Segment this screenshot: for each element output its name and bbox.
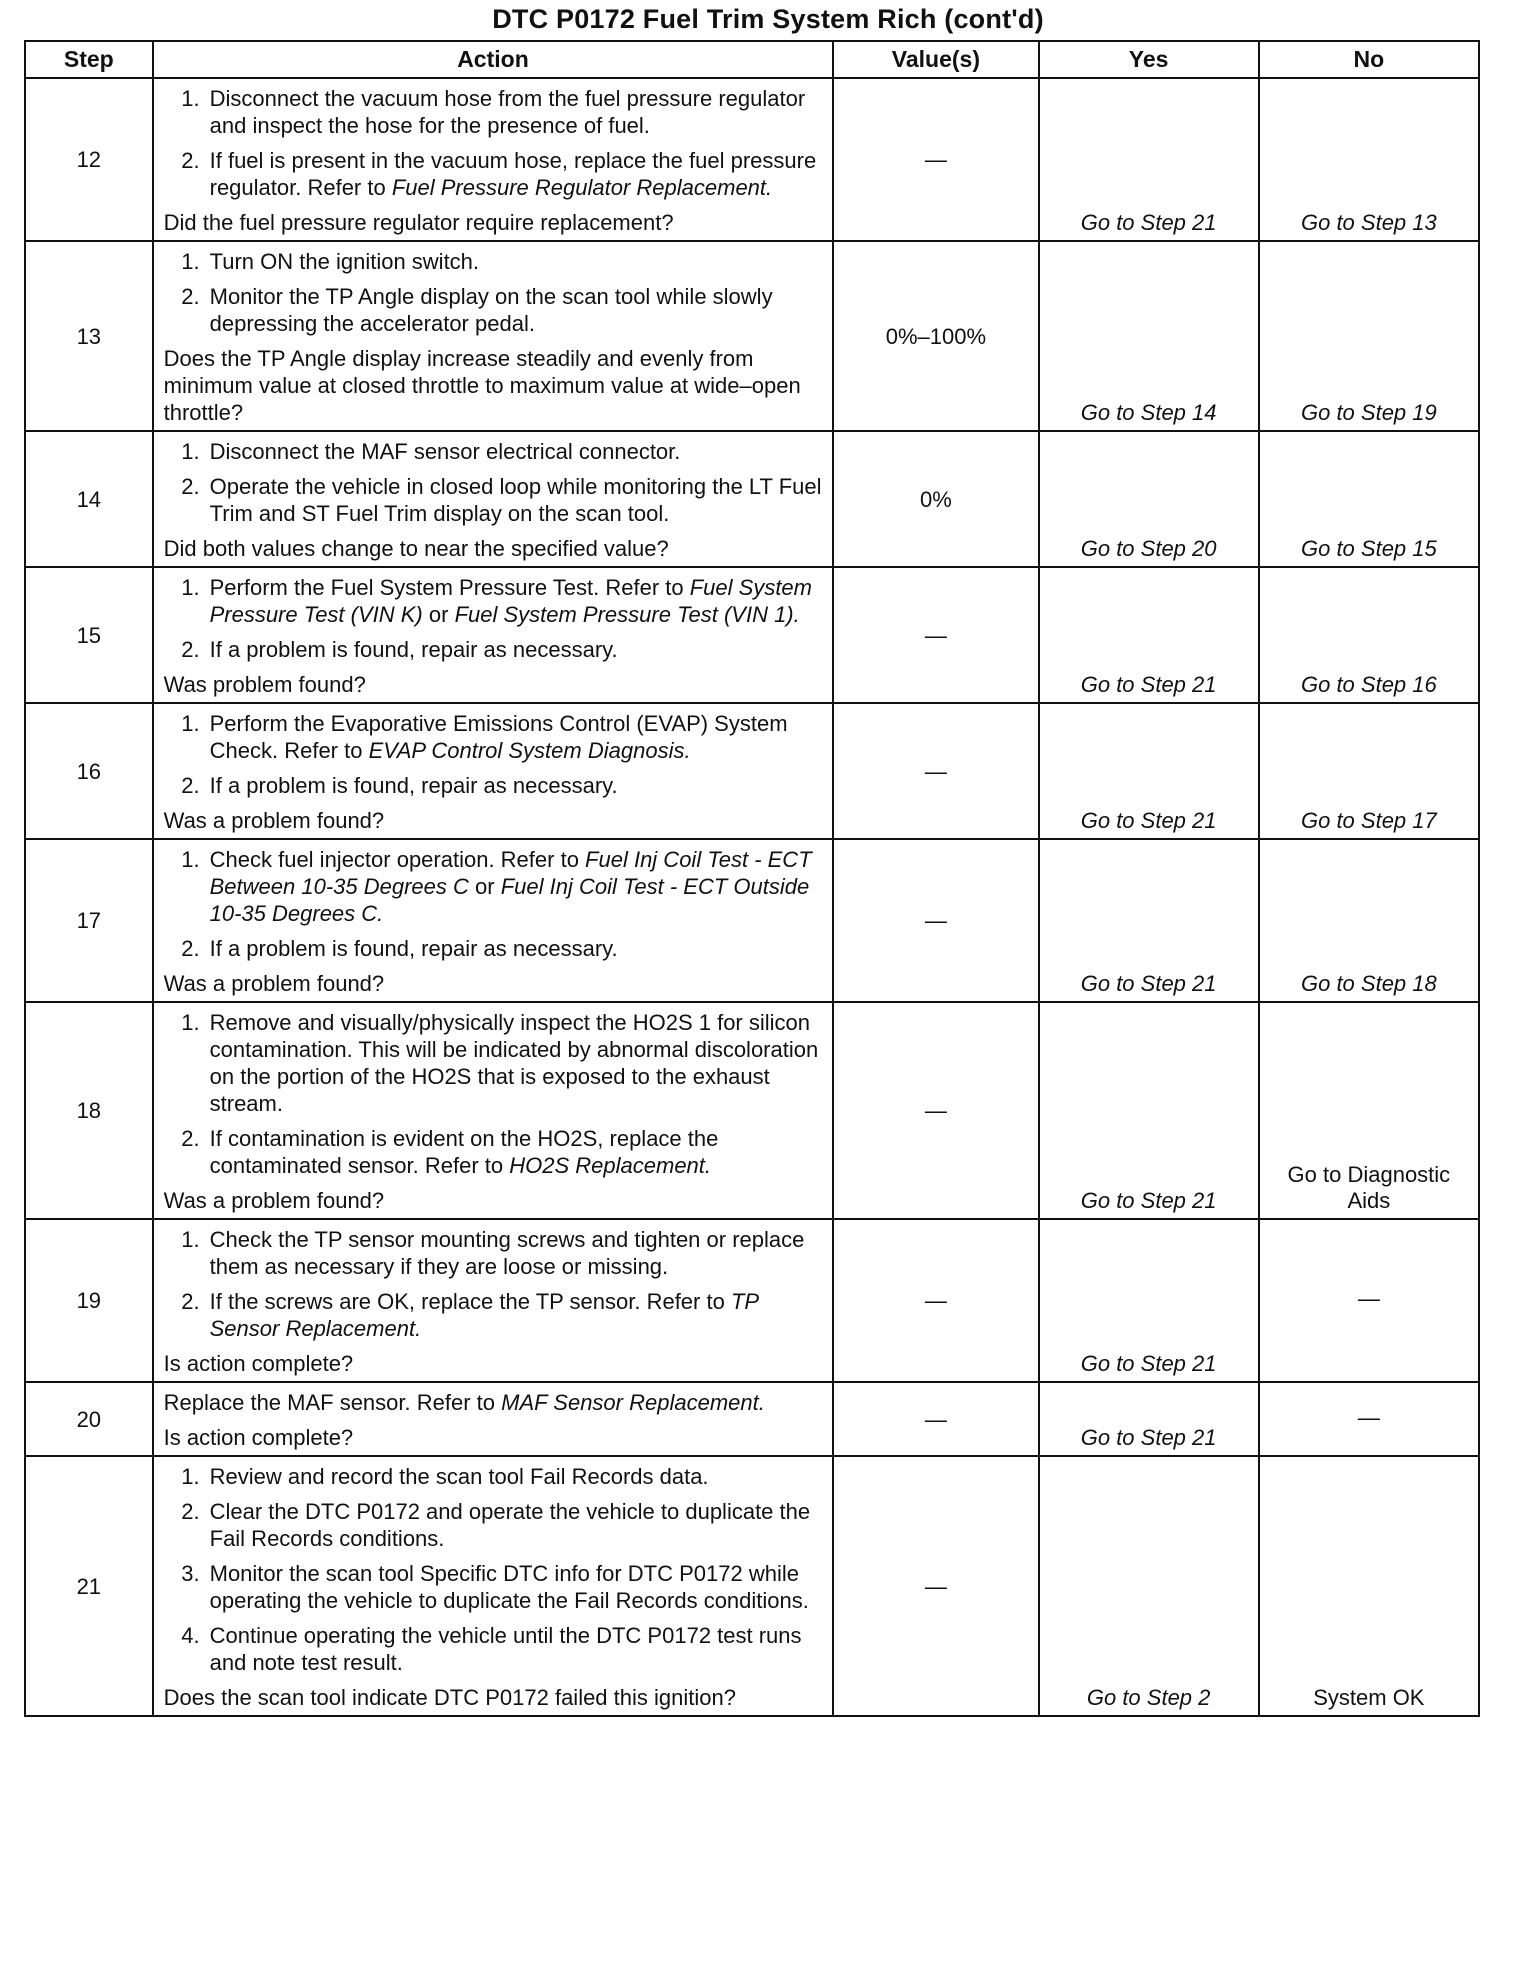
action-cell xyxy=(153,241,834,431)
action-step-item xyxy=(164,283,825,337)
lead-text: Replace the MAF sensor. Refer to xyxy=(163,1390,502,1415)
instruction-text: Disconnect the MAF sensor electrical connector. xyxy=(209,439,681,464)
instruction-text: Perform the Fuel System Pressure Test. Refer to xyxy=(209,575,690,600)
action-lead-text xyxy=(164,1389,825,1416)
action-cell xyxy=(153,1382,834,1456)
item-text xyxy=(210,147,825,201)
item-number: 2. xyxy=(181,1499,200,1524)
action-step-item xyxy=(164,772,825,799)
instruction-text: Perform the Evaporative Emissions Control (EVAP) System Check. Refer to xyxy=(209,711,788,763)
header-values: Value(s) xyxy=(833,41,1038,78)
action-step-item xyxy=(164,438,825,465)
decision-question: Was a problem found? xyxy=(163,1188,385,1213)
item-number: 1. xyxy=(181,1464,200,1489)
header-row xyxy=(25,41,1479,78)
item-number: 2. xyxy=(181,1289,200,1314)
no-result: — xyxy=(1259,1219,1479,1382)
item-number: 2. xyxy=(181,148,200,173)
header-action: Action xyxy=(153,41,834,78)
step-number: 13 xyxy=(25,241,153,431)
instruction-text: or xyxy=(468,874,501,899)
table-row xyxy=(25,1382,1479,1456)
item-text xyxy=(210,710,825,764)
instruction-text: If a problem is found, repair as necessary. xyxy=(209,637,618,662)
item-text xyxy=(210,1622,825,1676)
value-cell: — xyxy=(833,703,1038,839)
item-text xyxy=(210,85,825,139)
no-result: System OK xyxy=(1259,1456,1479,1716)
instruction-text: or xyxy=(422,602,455,627)
no-result: Go to Step 19 xyxy=(1259,241,1479,431)
item-text xyxy=(210,1498,825,1552)
yes-result: Go to Step 21 xyxy=(1039,703,1259,839)
action-cell xyxy=(153,703,834,839)
action-step-item xyxy=(164,1463,825,1490)
action-step-item xyxy=(164,248,825,275)
no-result: Go to Step 18 xyxy=(1259,839,1479,1002)
table-row xyxy=(25,1002,1479,1219)
table-row xyxy=(25,1219,1479,1382)
table-row xyxy=(25,78,1479,241)
yes-result: Go to Step 21 xyxy=(1039,567,1259,703)
table-row xyxy=(25,431,1479,567)
item-number: 2. xyxy=(181,773,200,798)
page-title: DTC P0172 Fuel Trim System Rich (cont'd) xyxy=(492,4,1044,34)
item-text xyxy=(210,1009,825,1117)
decision-question: Did the fuel pressure regulator require replacement? xyxy=(163,210,674,235)
item-number: 1. xyxy=(181,575,200,600)
value-cell: — xyxy=(833,839,1038,1002)
step-number: 17 xyxy=(25,839,153,1002)
action-step-item xyxy=(164,1009,825,1117)
action-step-item xyxy=(164,85,825,139)
item-text xyxy=(210,636,825,663)
instruction-text: Check the TP sensor mounting screws and tighten or replace them as necessary if they are loose or missing. xyxy=(209,1227,805,1279)
item-text xyxy=(210,473,825,527)
item-number: 1. xyxy=(181,847,200,872)
item-text xyxy=(210,1463,825,1490)
action-step-item xyxy=(164,1560,825,1614)
item-number: 1. xyxy=(181,86,200,111)
instruction-text: Continue operating the vehicle until the DTC P0172 test runs and note test result. xyxy=(209,1623,802,1675)
value-cell: — xyxy=(833,1382,1038,1456)
item-text xyxy=(210,772,825,799)
item-number: 2. xyxy=(181,637,200,662)
instruction-text: If a problem is found, repair as necessary. xyxy=(209,936,618,961)
action-step-item xyxy=(164,935,825,962)
action-step-item xyxy=(164,1288,825,1342)
action-step-item xyxy=(164,1498,825,1552)
table-row xyxy=(25,567,1479,703)
yes-result: Go to Step 21 xyxy=(1039,1002,1259,1219)
action-cell xyxy=(153,78,834,241)
reference-link: Fuel Inj Coil Test - ECT Outside 10-35 Degrees C. xyxy=(209,874,810,926)
yes-result: Go to Step 14 xyxy=(1039,241,1259,431)
instruction-text: Disconnect the vacuum hose from the fuel pressure regulator and inspect the hose for the presence of fuel. xyxy=(209,86,806,138)
decision-question: Does the TP Angle display increase steadily and evenly from minimum value at closed throttle to maximum value at wide–open throttle? xyxy=(163,346,801,425)
step-number: 14 xyxy=(25,431,153,567)
no-result: — xyxy=(1259,1382,1479,1456)
instruction-text: Operate the vehicle in closed loop while monitoring the LT Fuel Trim and ST Fuel Trim display on the scan tool. xyxy=(209,474,822,526)
item-text xyxy=(210,1288,825,1342)
decision-question: Is action complete? xyxy=(163,1351,354,1376)
no-result: Go to Diagnostic Aids xyxy=(1259,1002,1479,1219)
step-number: 21 xyxy=(25,1456,153,1716)
reference-link: Fuel System Pressure Test (VIN K) xyxy=(209,575,812,627)
action-step-item xyxy=(164,147,825,201)
action-cell xyxy=(153,431,834,567)
reference-link: EVAP Control System Diagnosis. xyxy=(368,738,691,763)
item-number: 4. xyxy=(181,1623,200,1648)
table-row xyxy=(25,839,1479,1002)
action-step-item xyxy=(164,636,825,663)
instruction-text: If contamination is evident on the HO2S, replace the contaminated sensor. Refer to xyxy=(209,1126,719,1178)
yes-result: Go to Step 21 xyxy=(1039,78,1259,241)
no-result: Go to Step 15 xyxy=(1259,431,1479,567)
decision-question: Was a problem found? xyxy=(163,808,385,833)
instruction-text: Monitor the scan tool Specific DTC info for DTC P0172 while operating the vehicle to duplicate the Fail Records conditions. xyxy=(209,1561,809,1613)
item-number: 3. xyxy=(181,1561,200,1586)
instruction-text: Check fuel injector operation. Refer to xyxy=(209,847,586,872)
step-number: 16 xyxy=(25,703,153,839)
item-number: 1. xyxy=(181,1010,200,1035)
item-text xyxy=(210,935,825,962)
action-step-item xyxy=(164,1226,825,1280)
instruction-text: Remove and visually/physically inspect the HO2S 1 for silicon contamination. This will be indicated by abnormal discoloration on the portion of the HO2S that is exposed to the exhaust stream. xyxy=(209,1010,819,1116)
step-number: 12 xyxy=(25,78,153,241)
item-number: 2. xyxy=(181,284,200,309)
action-step-item xyxy=(164,574,825,628)
reference-link: Fuel System Pressure Test (VIN 1). xyxy=(454,602,800,627)
item-number: 1. xyxy=(181,1227,200,1252)
decision-question: Does the scan tool indicate DTC P0172 failed this ignition? xyxy=(163,1685,736,1710)
instruction-text: Turn ON the ignition switch. xyxy=(209,249,480,274)
instruction-text: Review and record the scan tool Fail Records data. xyxy=(209,1464,709,1489)
action-step-item xyxy=(164,846,825,927)
reference-link: TP Sensor Replacement. xyxy=(209,1289,759,1341)
item-text xyxy=(210,1226,825,1280)
item-text xyxy=(210,574,825,628)
step-number: 15 xyxy=(25,567,153,703)
instruction-text: If fuel is present in the vacuum hose, replace the fuel pressure regulator. Refer to xyxy=(209,148,817,200)
action-step-item xyxy=(164,1125,825,1179)
step-number: 20 xyxy=(25,1382,153,1456)
diagnostic-table xyxy=(24,40,1480,1717)
item-text xyxy=(210,248,825,275)
item-number: 2. xyxy=(181,474,200,499)
instruction-text: If a problem is found, repair as necessary. xyxy=(209,773,618,798)
action-step-item xyxy=(164,1622,825,1676)
item-number: 2. xyxy=(181,936,200,961)
instruction-text: If the screws are OK, replace the TP sensor. Refer to xyxy=(209,1289,731,1314)
value-cell: — xyxy=(833,1002,1038,1219)
yes-result: Go to Step 2 xyxy=(1039,1456,1259,1716)
action-cell xyxy=(153,839,834,1002)
value-cell: — xyxy=(833,1456,1038,1716)
decision-question: Was a problem found? xyxy=(163,971,385,996)
value-cell: 0%–100% xyxy=(833,241,1038,431)
action-step-item xyxy=(164,710,825,764)
action-cell xyxy=(153,1456,834,1716)
decision-question: Was problem found? xyxy=(163,672,366,697)
decision-question: Did both values change to near the specified value? xyxy=(163,536,669,561)
item-text xyxy=(210,1560,825,1614)
value-cell: — xyxy=(833,567,1038,703)
item-text xyxy=(210,1125,825,1179)
action-lead xyxy=(164,1389,825,1416)
yes-result: Go to Step 21 xyxy=(1039,1382,1259,1456)
yes-result: Go to Step 21 xyxy=(1039,1219,1259,1382)
table-row xyxy=(25,241,1479,431)
no-result: Go to Step 17 xyxy=(1259,703,1479,839)
item-text xyxy=(210,846,825,927)
step-number: 19 xyxy=(25,1219,153,1382)
reference-link: HO2S Replacement. xyxy=(509,1153,712,1178)
reference-link: Fuel Pressure Regulator Replacement. xyxy=(391,175,773,200)
item-number: 1. xyxy=(181,439,200,464)
action-step-item xyxy=(164,473,825,527)
yes-result: Go to Step 21 xyxy=(1039,839,1259,1002)
header-step: Step xyxy=(25,41,153,78)
table-row xyxy=(25,1456,1479,1716)
no-result: Go to Step 13 xyxy=(1259,78,1479,241)
decision-question: Is action complete? xyxy=(163,1425,354,1450)
item-text xyxy=(210,438,825,465)
action-cell xyxy=(153,1002,834,1219)
no-result: Go to Step 16 xyxy=(1259,567,1479,703)
reference-link: Fuel Inj Coil Test - ECT Between 10-35 Degrees C xyxy=(209,847,812,899)
yes-result: Go to Step 20 xyxy=(1039,431,1259,567)
header-yes: Yes xyxy=(1039,41,1259,78)
action-cell xyxy=(153,567,834,703)
reference-link: MAF Sensor Replacement. xyxy=(501,1390,765,1415)
instruction-text: Monitor the TP Angle display on the scan tool while slowly depressing the accelerator pedal. xyxy=(209,284,773,336)
item-number: 1. xyxy=(181,249,200,274)
instruction-text: Clear the DTC P0172 and operate the vehicle to duplicate the Fail Records conditions. xyxy=(209,1499,811,1551)
item-text xyxy=(210,283,825,337)
action-cell xyxy=(153,1219,834,1382)
value-cell: — xyxy=(833,1219,1038,1382)
value-cell: 0% xyxy=(833,431,1038,567)
item-number: 1. xyxy=(181,711,200,736)
table-row xyxy=(25,703,1479,839)
item-number: 2. xyxy=(181,1126,200,1151)
step-number: 18 xyxy=(25,1002,153,1219)
header-no: No xyxy=(1259,41,1479,78)
value-cell: — xyxy=(833,78,1038,241)
